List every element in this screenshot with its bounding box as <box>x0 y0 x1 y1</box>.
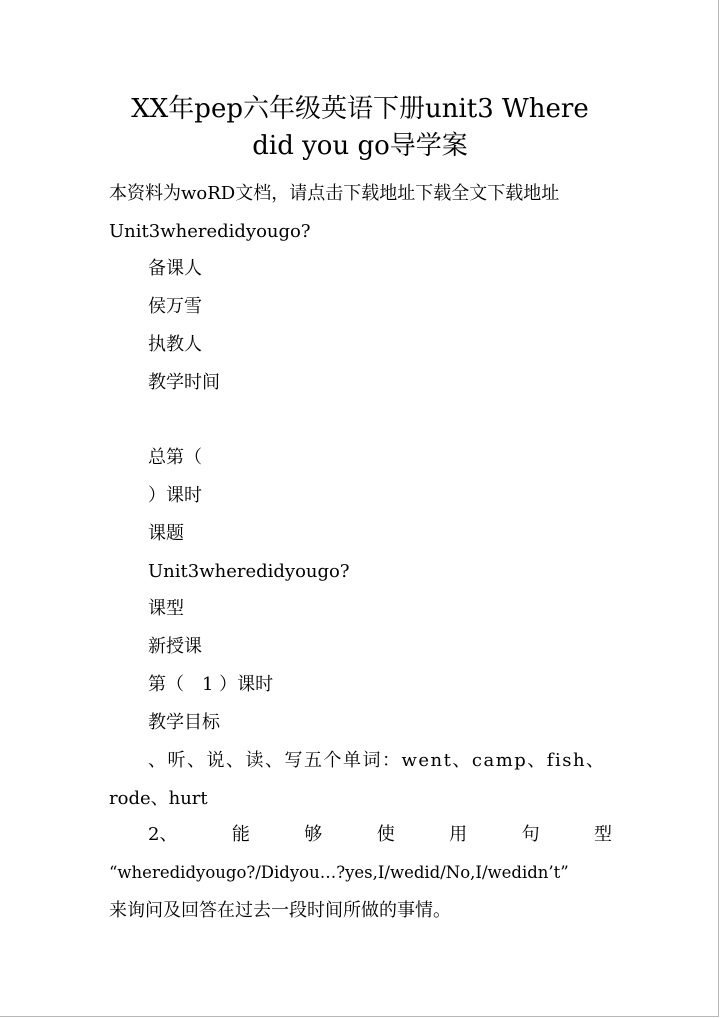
goal-2-word: 型 <box>593 824 612 845</box>
document-title-line-1: XX年pep六年级英语下册unit3 Where <box>131 94 589 124</box>
topic-value: Unit3wheredidyougo? <box>148 561 350 582</box>
goal-2-word: 能 <box>231 824 250 845</box>
goal-2-word: 使 <box>376 824 395 845</box>
prep-label: 备课人 <box>148 258 202 279</box>
teacher-label: 执教人 <box>148 334 202 355</box>
goal-1-line-1: 、听、说、读、写五个单词：went、camp、fish、 <box>148 750 606 771</box>
total-lesson-close: ）课时 <box>148 485 202 506</box>
topic-label: 课题 <box>148 523 184 544</box>
unit-line: Unit3wheredidyougo? <box>109 221 311 242</box>
goal-2-word: 句 <box>521 824 540 845</box>
type-value: 新授课 <box>148 636 202 657</box>
goal-2-word: 用 <box>449 824 468 845</box>
goal-2-line-1 <box>148 823 612 847</box>
prep-name: 侯万雪 <box>148 296 202 317</box>
goal-2-line-3: 来询问及回答在过去一段时间所做的事情。 <box>109 900 451 921</box>
type-label: 课型 <box>148 598 184 619</box>
goal-1-line-2: rode、hurt <box>109 788 208 809</box>
intro-text: 本资料为woRD文档，请点击下载地址下载全文下载地址 <box>109 183 560 204</box>
time-label: 教学时间 <box>148 372 220 393</box>
goal-2-word: 2、 <box>148 824 178 845</box>
lesson-number: 第（ 1 ）课时 <box>148 674 274 695</box>
document-title-line-2: did you go导学案 <box>252 131 468 161</box>
goal-2-line-2: “wheredidyougo?/Didyou…?yes,I/wedid/No,I/wedidn’t” <box>109 863 569 882</box>
goal-label: 教学目标 <box>148 712 220 733</box>
goal-2-word: 够 <box>304 824 323 845</box>
total-lesson-open: 总第（ <box>148 447 202 468</box>
